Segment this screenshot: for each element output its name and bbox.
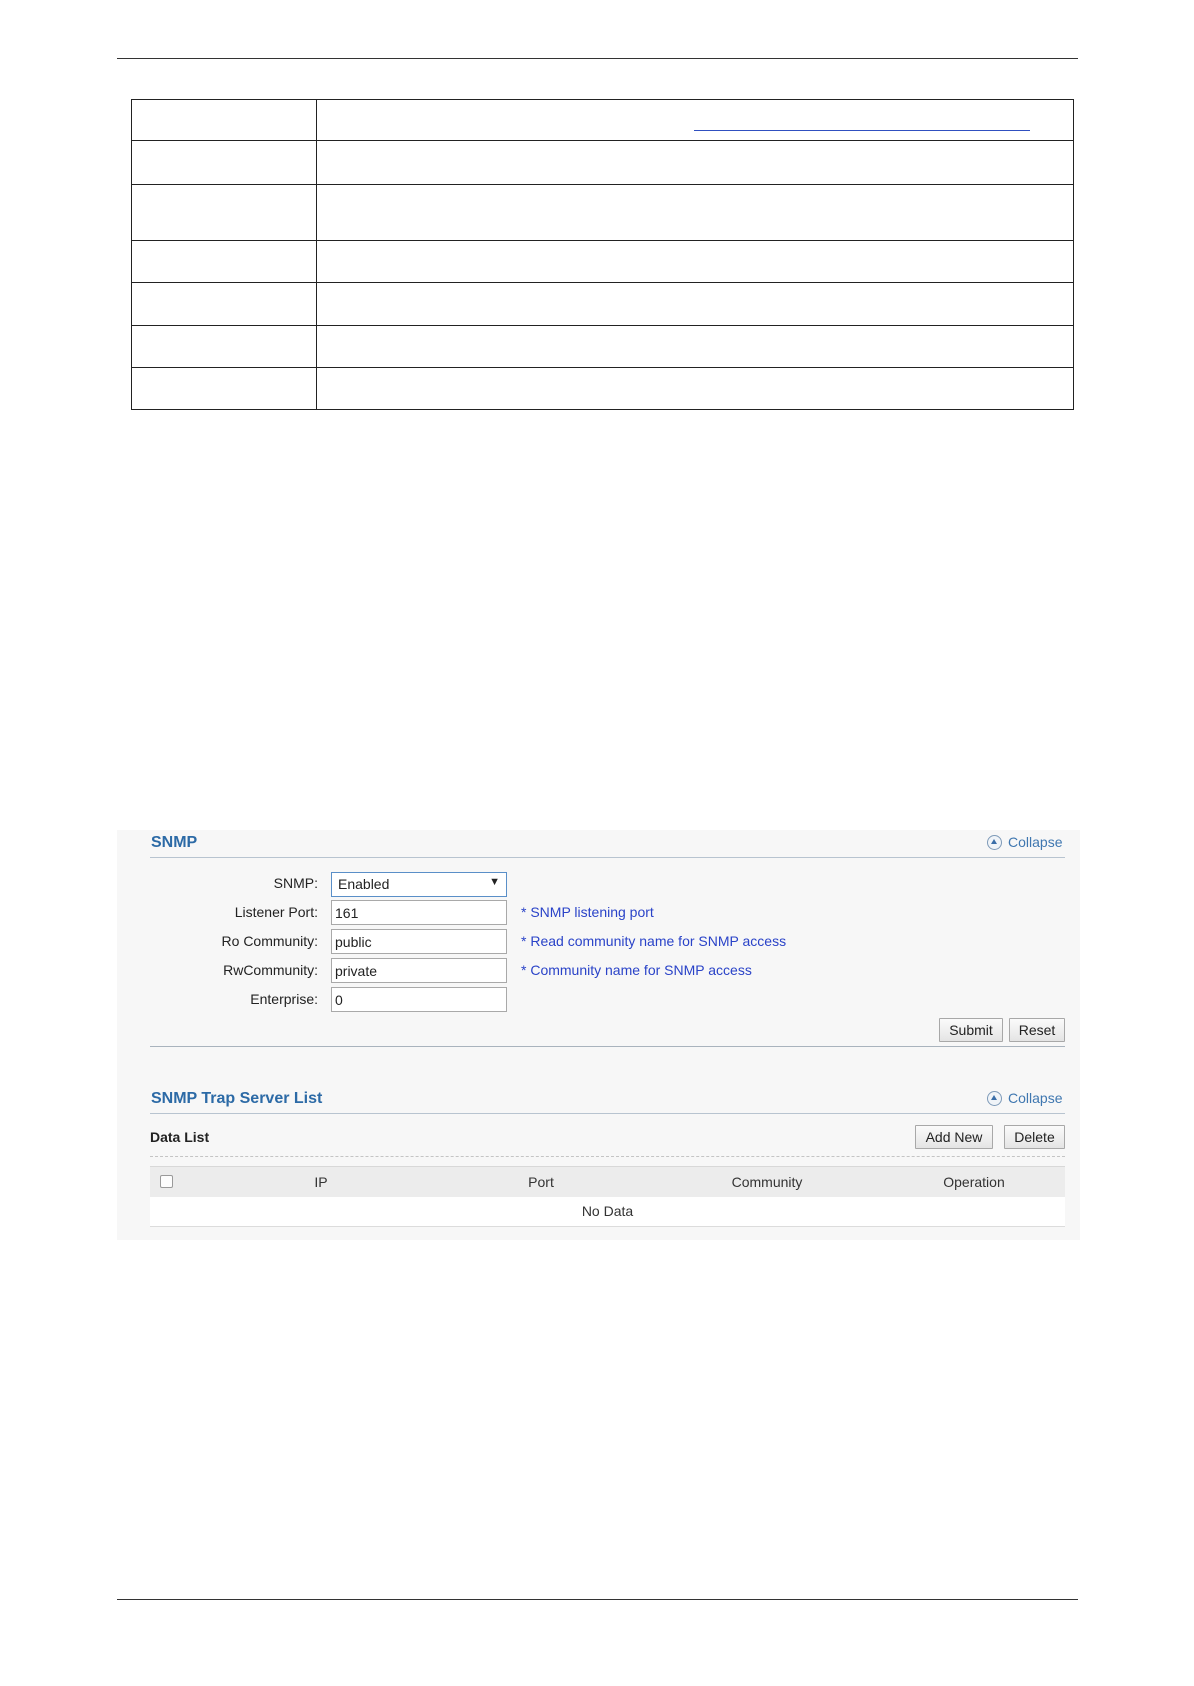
- header-rule: [117, 58, 1078, 59]
- data-list-label: Data List: [150, 1129, 210, 1145]
- dropdown-arrow-icon: ▼: [489, 876, 500, 888]
- trap-collapse-toggle[interactable]: [987, 1090, 1062, 1106]
- trap-table-header: [150, 1166, 1065, 1198]
- doc-table-row: [132, 141, 1074, 185]
- rw-community-hint: * Community name for SNMP access: [521, 962, 752, 978]
- ro-community-label: Ro Community:: [221, 933, 318, 949]
- ro-community-input[interactable]: [331, 929, 507, 954]
- listener-port-input[interactable]: [331, 900, 507, 925]
- column-header-ip: IP: [314, 1174, 328, 1190]
- reset-button[interactable]: Reset: [1009, 1018, 1065, 1042]
- column-header-operation: Operation: [943, 1174, 1005, 1190]
- doc-table-row: [132, 283, 1074, 326]
- trap-collapse-label: Collapse: [1008, 1090, 1063, 1106]
- snmp-collapse-label: Collapse: [1008, 834, 1063, 850]
- snmp-select-value: Enabled: [338, 876, 390, 892]
- doc-table-row: [132, 100, 1074, 141]
- doc-table-row: [132, 326, 1074, 368]
- doc-table-row: [132, 241, 1074, 283]
- delete-button[interactable]: Delete: [1004, 1125, 1065, 1149]
- snmp-section-bottom-divider: [150, 1046, 1065, 1047]
- snmp-collapse-toggle[interactable]: [987, 834, 1062, 850]
- snmp-label: SNMP:: [273, 875, 318, 891]
- hyperlink-underline[interactable]: [694, 130, 1030, 131]
- listener-port-hint: * SNMP listening port: [521, 904, 654, 920]
- table-empty-row: No Data: [150, 1197, 1065, 1227]
- column-header-port: Port: [528, 1174, 554, 1190]
- doc-table: [131, 99, 1074, 410]
- doc-table-row: [132, 368, 1074, 410]
- ro-community-hint: * Read community name for SNMP access: [521, 933, 787, 949]
- snmp-enabled-select[interactable]: [331, 872, 507, 897]
- select-all-checkbox[interactable]: [160, 1175, 173, 1188]
- enterprise-input[interactable]: [331, 987, 507, 1012]
- trap-title-divider: [150, 1113, 1065, 1114]
- trap-section-title: SNMP Trap Server List: [151, 1090, 323, 1107]
- collapse-up-icon: [987, 1091, 1002, 1106]
- add-new-button[interactable]: Add New: [915, 1125, 993, 1149]
- collapse-up-icon: [987, 835, 1002, 850]
- snmp-title-divider: [150, 857, 1065, 858]
- rw-community-input[interactable]: [331, 958, 507, 983]
- listener-port-label: Listener Port:: [234, 904, 318, 920]
- snmp-section-title: SNMP: [151, 834, 198, 851]
- column-header-community: Community: [731, 1174, 803, 1190]
- doc-table-row: [132, 185, 1074, 241]
- data-list-dashed-divider: [150, 1156, 1065, 1157]
- rw-community-label: RwCommunity:: [223, 962, 318, 978]
- enterprise-label: Enterprise:: [250, 991, 318, 1007]
- submit-button[interactable]: Submit: [939, 1018, 1003, 1042]
- footer-rule: [117, 1599, 1078, 1600]
